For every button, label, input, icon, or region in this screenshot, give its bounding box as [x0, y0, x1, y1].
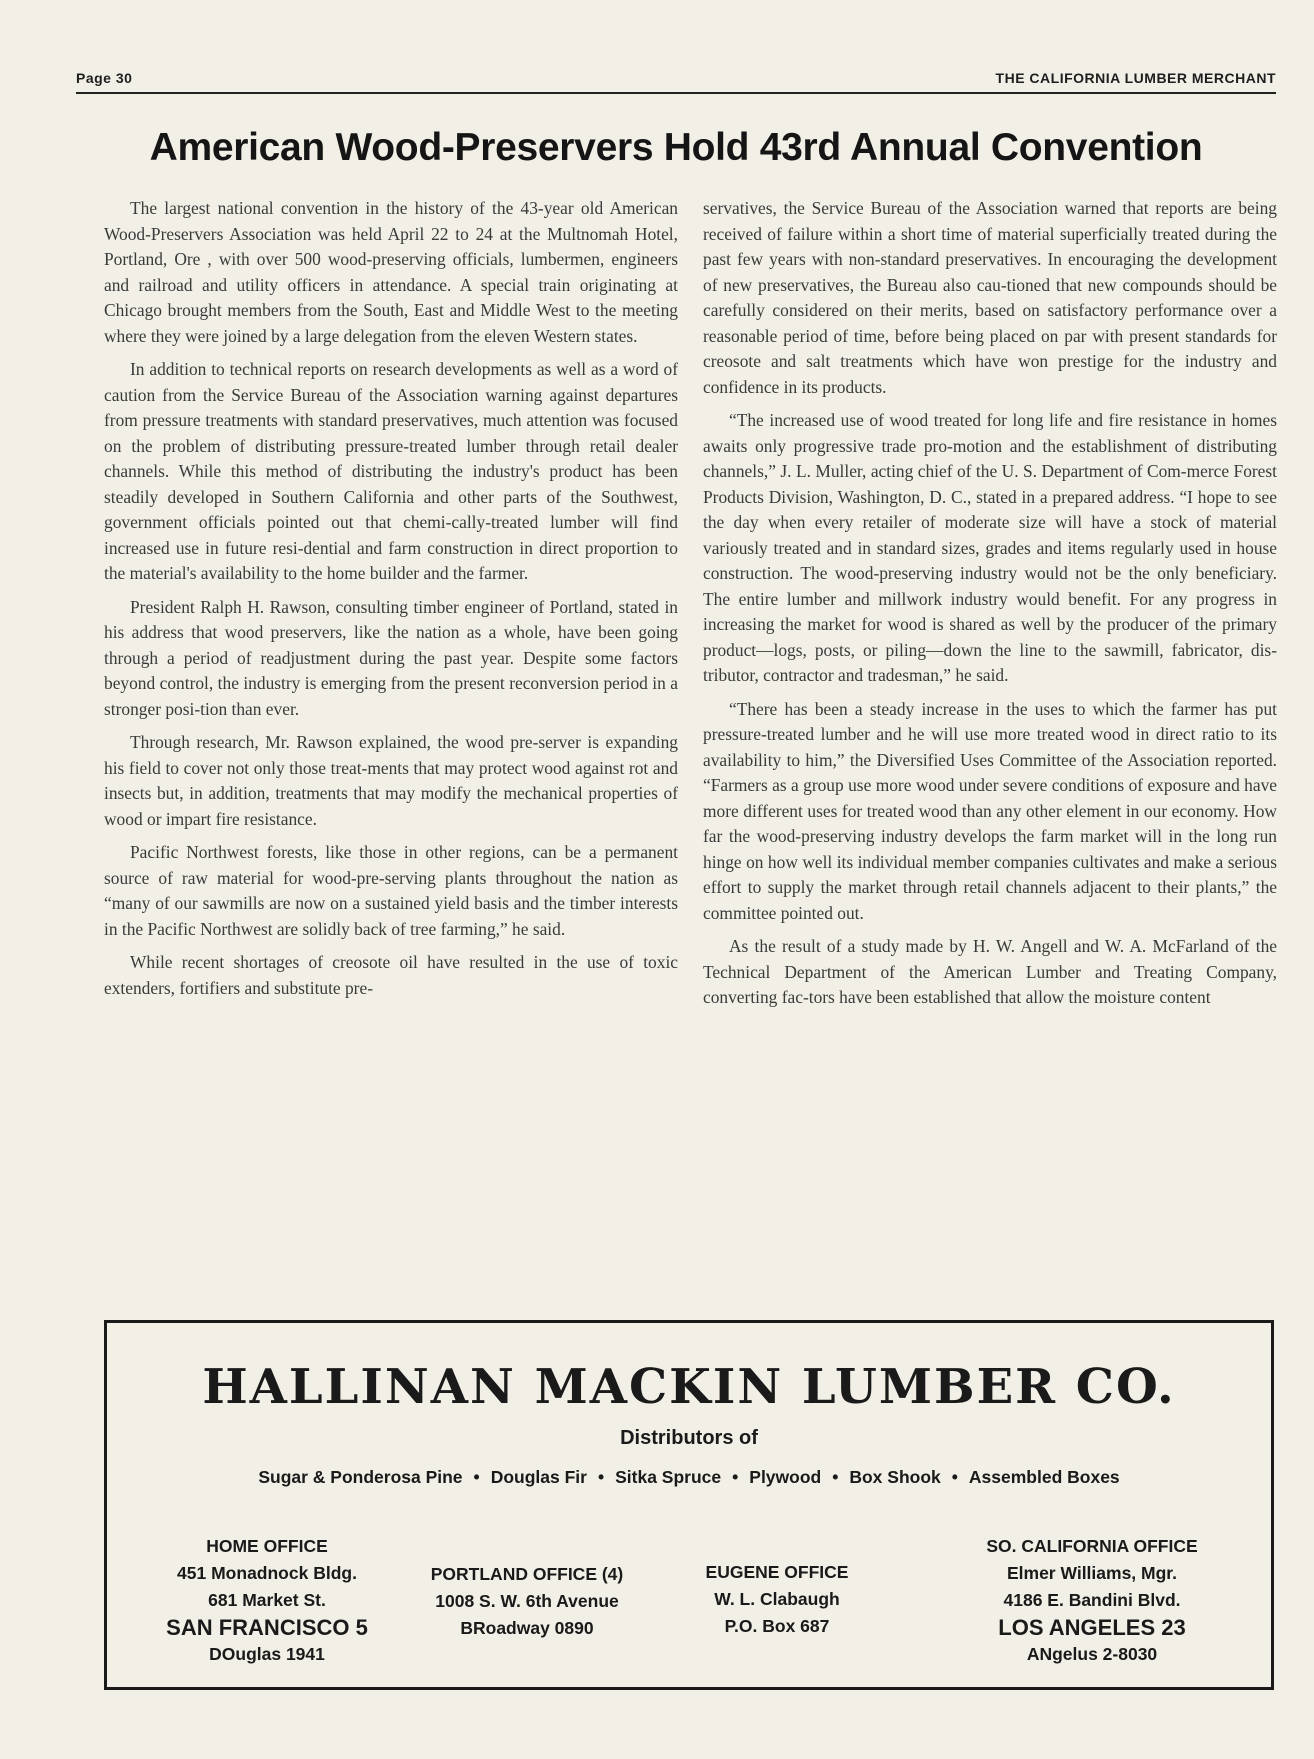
- header-rule: [76, 92, 1276, 94]
- office-line: W. L. Clabaugh: [714, 1589, 840, 1609]
- bullet-separator: •: [473, 1467, 480, 1487]
- product-item: Douglas Fir: [490, 1467, 587, 1487]
- ad-product-list: [127, 1467, 1251, 1488]
- office-city: SAN FRANCISCO 5: [166, 1615, 368, 1640]
- paragraph: “The increased use of wood treated for long life and fire resistance in homes awaits only progressive trade pro-motion and the establishment of distributing channels,” J. L. Muller, acting chief of the U. S. Department of Com-merce Forest Products Division, Washington, D. C., stated in a prepared address. “I hope to see the day when every retailer of moderate size will have a stock of material variously treated and in standard sizes, grades and items regularly used in house construction. The wood-preserving industry would not be the only beneficiary. The entire lumber and millwork industry would benefit. For any progress in increasing the market for wood is shared as well by the producer of the primary product—logs, posts, or piling—down the line to the sawmill, fabricator, dis-tributor, contractor and tradesman,” he said.: [703, 410, 1277, 685]
- paragraph: servatives, the Service Bureau of the Association warned that reports are being received of failure within a short time of material superficially treated during the past few years with non-standard preservatives. In encouraging the development of new preservatives, the Bureau also cau-tioned that new compounds should be carefully considered on their merits, based on satisfactory performance over a reasonable period of time, before being placed on par with present standards for creosote and salt treatments which have won prestige for the industry and confidence in its products.: [703, 198, 1277, 397]
- office-line: P.O. Box 687: [724, 1616, 830, 1636]
- office-title: HOME OFFICE: [206, 1536, 328, 1556]
- paragraph: President Ralph H. Rawson, consulting timber engineer of Portland, stated in his address that wood preservers, like the nation as a whole, have been going through a period of readjustment during the past year. Despite some factors beyond control, the industry is emerging from the present reconversion period in a stronger posi-tion than ever.: [104, 596, 678, 719]
- home-office: [147, 1533, 387, 1668]
- office-line: 681 Market St.: [208, 1590, 326, 1610]
- product-item: Sugar & Ponderosa Pine: [258, 1467, 463, 1487]
- bullet-separator: •: [597, 1467, 605, 1487]
- office-line: 4186 E. Bandini Blvd.: [1003, 1590, 1181, 1610]
- office-line: Elmer Williams, Mgr.: [1006, 1563, 1178, 1583]
- bullet-separator: •: [732, 1467, 739, 1487]
- portland-office: [407, 1561, 647, 1642]
- article-right-column: [703, 196, 1277, 1019]
- office-title: EUGENE OFFICE: [705, 1562, 849, 1582]
- eugene-office: [667, 1559, 887, 1640]
- page-number: Page 30: [76, 70, 133, 86]
- paragraph: As the result of a study made by H. W. Angell and W. A. McFarland of the Technical Department of the American Lumber and Treating Company, converting fac-tors have been established that allow the moisture content: [703, 936, 1277, 1007]
- paragraph: “There has been a steady increase in the uses to which the farmer has put pressure-treated lumber and he will use more treated wood in direct ratio to its availability to him,” the Diversified Uses Committee of the Association reported. “Farmers as a group use more wood under severe conditions of exposure and have more different uses for treated wood than any other element in our economy. How far the wood-preserving industry develops the farm market will in the long run hinge on how well its individual member companies cultivates and make a serious effort to supply the market through retail channels adjacent to their plants,” the committee pointed out.: [703, 698, 1277, 923]
- product-item: Plywood: [749, 1467, 822, 1487]
- article-left-column: [104, 196, 678, 1009]
- page-header: [76, 70, 1276, 90]
- paragraph: While recent shortages of creosote oil have resulted in the use of toxic extenders, fortifiers and substitute pre-: [104, 952, 678, 998]
- paragraph: Pacific Northwest forests, like those in other regions, can be a permanent source of raw material for wood-pre-serving plants throughout the nation as “many of our sawmills are now on a sustained yield basis and the timber interests in the Pacific Northwest are solidly back of tree farming,” he said.: [104, 842, 678, 939]
- office-line: 451 Monadnock Bldg.: [177, 1563, 357, 1583]
- office-phone: BRoadway 0890: [460, 1618, 594, 1638]
- paragraph: Through research, Mr. Rawson explained, the wood pre-server is expanding his field to cover not only those treat-ments that may protect wood against rot and insects but, in addition, treatments that may modify the mechanical properties of wood or impart fire resistance.: [104, 732, 678, 829]
- ad-distributors-of: Distributors of: [620, 1427, 758, 1449]
- product-item: Box Shook: [849, 1467, 941, 1487]
- paragraph: In addition to technical reports on research developments as well as a word of caution from the Service Bureau of the Association warning against departures from pressure treatments with standard preservatives, much attention was focused on the problem of distributing pressure-treated lumber through retail dealer channels. While this method of distributing the industry's product has been steadily developed in Southern California and other parts of the Southwest, government officials pointed out that chemi-cally-treated lumber will find increased use in future resi-dential and farm construction in direct proportion to the material's availability to the home builder and the farmer.: [104, 359, 678, 583]
- article-title: American Wood-Preservers Hold 43rd Annual Convention: [149, 126, 1203, 169]
- office-line: 1008 S. W. 6th Avenue: [435, 1591, 619, 1611]
- advertisement: [104, 1320, 1274, 1690]
- office-city: LOS ANGELES 23: [998, 1615, 1186, 1640]
- product-item: Assembled Boxes: [968, 1467, 1120, 1487]
- office-title: SO. CALIFORNIA OFFICE: [986, 1536, 1198, 1556]
- bullet-separator: •: [951, 1467, 958, 1487]
- magazine-name: THE CALIFORNIA LUMBER MERCHANT: [995, 70, 1276, 86]
- ad-company-name: HALLINAN MACKIN LUMBER CO.: [202, 1359, 1176, 1415]
- office-phone: DOuglas 1941: [209, 1644, 325, 1664]
- office-phone: ANgelus 2-8030: [1026, 1644, 1158, 1664]
- product-item: Sitka Spruce: [615, 1467, 722, 1487]
- office-title: PORTLAND OFFICE (4): [430, 1564, 624, 1584]
- socal-office: [952, 1533, 1232, 1668]
- bullet-separator: •: [832, 1467, 839, 1487]
- paragraph: The largest national convention in the history of the 43-year old American Wood-Preservers Association was held April 22 to 24 at the Multnomah Hotel, Portland, Ore , with over 500 wood-preserving officials, lumbermen, engineers and railroad and utility officers in attendance. A special train originating at Chicago brought members from the South, East and Middle West to the meeting where they were joined by a large delegation from the eleven Western states.: [104, 198, 678, 346]
